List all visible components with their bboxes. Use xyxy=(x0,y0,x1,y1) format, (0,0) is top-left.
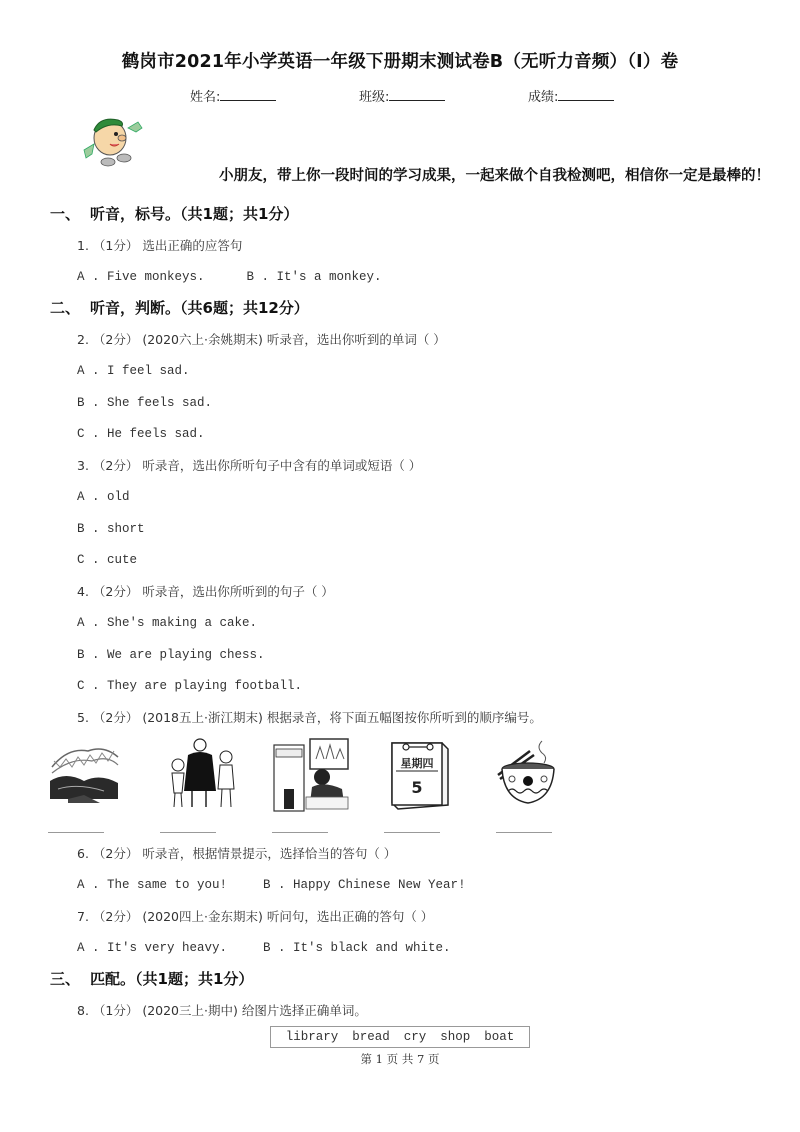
name-label: 姓名: xyxy=(190,90,221,105)
question-3-option-b[interactable]: B . short xyxy=(77,522,145,536)
section-3-heading xyxy=(50,968,253,989)
question-3-option-a[interactable]: A . old xyxy=(77,490,130,504)
option-b[interactable]: B . It's a monkey. xyxy=(246,270,382,284)
calendar-weekday: 星期四 xyxy=(400,757,434,770)
family-picture xyxy=(160,737,240,812)
question-3-option-c[interactable]: C . cute xyxy=(77,553,138,567)
calendar-picture xyxy=(386,737,452,812)
question-3-stem: 3. （2分） 听录音，选出你所听句子中含有的单词或短语（ ） xyxy=(77,458,422,473)
option-a[interactable]: A . Five monkeys. xyxy=(77,270,205,284)
question-1-stem: 1. （1分） 选出正确的应答句 xyxy=(77,238,243,253)
teacher-at-desk-picture xyxy=(272,737,350,812)
great-wall-picture xyxy=(48,737,120,812)
noodle-bowl-picture xyxy=(496,737,558,812)
question-7-options xyxy=(77,941,451,955)
name-field[interactable] xyxy=(190,86,276,105)
answer-blank-4[interactable] xyxy=(384,832,440,833)
intro-text: 小朋友，带上你一段时间的学习成果，一起来做个自我检测吧，相信你一定是最棒的！ xyxy=(219,168,770,184)
score-blank[interactable] xyxy=(558,88,614,101)
mascot-image xyxy=(78,114,148,170)
score-label: 成绩: xyxy=(528,90,559,105)
section-number: 一、 xyxy=(50,205,81,223)
question-4-stem: 4. （2分） 听录音，选出你所听到的句子（ ） xyxy=(77,584,334,599)
section-title: 听音，判断。（共6题；共12分） xyxy=(90,299,309,317)
question-2-option-c[interactable]: C . He feels sad. xyxy=(77,427,205,441)
question-2-option-b[interactable]: B . She feels sad. xyxy=(77,396,213,410)
word-bank-item: shop xyxy=(440,1030,471,1044)
section-number: 二、 xyxy=(50,299,81,317)
option-a[interactable]: A . The same to you! xyxy=(77,878,228,892)
word-bank-item: cry xyxy=(403,1030,427,1044)
option-b[interactable]: B . Happy Chinese New Year! xyxy=(263,878,466,892)
document-title: 鹤岗市2021年小学英语一年级下册期末测试卷B（无听力音频）（I）卷 xyxy=(121,52,679,72)
question-2-option-a[interactable]: A . I feel sad. xyxy=(77,364,190,378)
name-blank[interactable] xyxy=(220,88,276,101)
answer-blank-5[interactable] xyxy=(496,832,552,833)
option-b[interactable]: B . It's black and white. xyxy=(263,941,451,955)
question-8-stem: 8. （1分） (2020三上·期中) 给图片选择正确单词。 xyxy=(77,1003,367,1018)
question-7-stem: 7. （2分） (2020四上·金东期末) 听问句，选出正确的答句（ ） xyxy=(77,909,434,924)
word-bank-box xyxy=(270,1026,530,1048)
class-label: 班级: xyxy=(359,90,390,105)
calendar-day-number: 5 xyxy=(411,778,423,797)
question-5-stem: 5. （2分） (2018五上·浙江期末) 根据录音，将下面五幅图按你所听到的顺序编号。 xyxy=(77,710,542,725)
answer-blank-1[interactable] xyxy=(48,832,104,833)
word-bank-item: bread xyxy=(352,1030,390,1044)
section-number: 三、 xyxy=(50,970,81,988)
question-1-options xyxy=(77,270,382,284)
section-1-heading xyxy=(50,203,298,224)
page-number: 第 1 页 共 7 页 xyxy=(360,1052,440,1066)
question-4-option-a[interactable]: A . She's making a cake. xyxy=(77,616,258,630)
section-title: 匹配。（共1题；共1分） xyxy=(90,970,254,988)
word-bank-item: library xyxy=(285,1030,339,1044)
option-a[interactable]: A . It's very heavy. xyxy=(77,941,228,955)
question-6-stem: 6. （2分） 听录音，根据情景提示，选择恰当的答句（ ） xyxy=(77,846,397,861)
class-field[interactable] xyxy=(359,86,445,105)
section-2-heading xyxy=(50,297,309,318)
word-bank-item: boat xyxy=(484,1030,515,1044)
answer-blank-2[interactable] xyxy=(160,832,216,833)
section-title: 听音，标号。（共1题；共1分） xyxy=(90,205,299,223)
answer-blank-3[interactable] xyxy=(272,832,328,833)
class-blank[interactable] xyxy=(389,88,445,101)
question-2-stem: 2. （2分） (2020六上·余姚期末) 听录音，选出你听到的单词（ ） xyxy=(77,332,446,347)
question-4-option-c[interactable]: C . They are playing football. xyxy=(77,679,303,693)
question-6-options xyxy=(77,878,466,892)
score-field[interactable] xyxy=(528,86,614,105)
question-4-option-b[interactable]: B . We are playing chess. xyxy=(77,648,265,662)
